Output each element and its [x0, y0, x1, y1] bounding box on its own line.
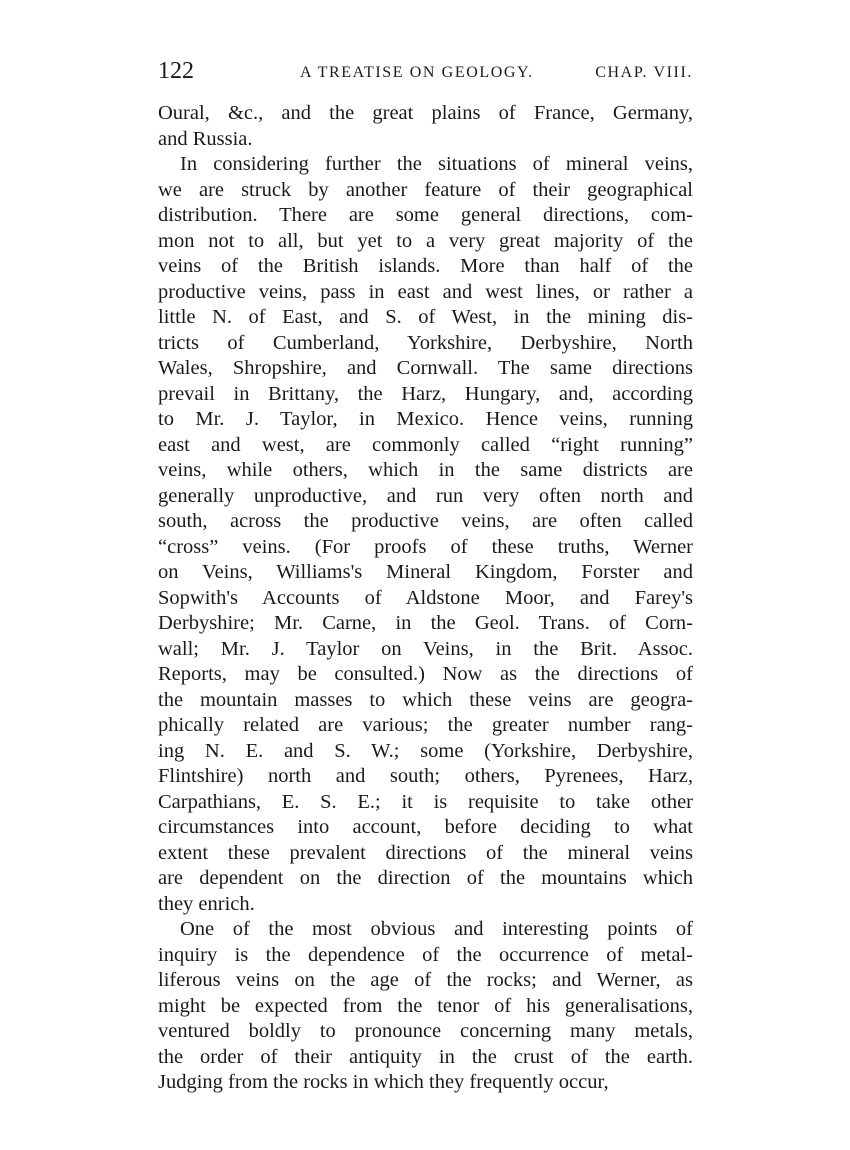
text-line: might be expected from the tenor of his generalisations, — [158, 994, 693, 1017]
text-line: inquiry is the dependence of the occurrence of metal- — [158, 943, 693, 966]
paragraph — [158, 152, 693, 917]
text-line: the mountain masses to which these veins are geogra- — [158, 688, 693, 711]
text-line: Oural, &c., and the great plains of France, Germany, — [158, 102, 693, 124]
paragraph — [158, 101, 693, 152]
text-line: on Veins, Williams's Mineral Kingdom, Forster and — [158, 561, 693, 583]
body-text — [158, 101, 693, 1096]
running-title: A TREATISE ON GEOLOGY. — [300, 64, 534, 81]
text-line: Derbyshire; Mr. Carne, in the Geol. Trans. of Corn- — [158, 612, 693, 634]
text-line: “cross” veins. (For proofs of these truths, Werner — [158, 535, 693, 558]
text-line: ventured boldly to pronounce concerning many metals, — [158, 1020, 693, 1042]
text-line: east and west, are commonly called “right running” — [158, 433, 693, 456]
text-line: Reports, may be consulted.) Now as the directions of — [158, 663, 693, 685]
text-line: are dependent on the direction of the mountains which — [158, 867, 693, 889]
text-line: Wales, Shropshire, and Cornwall. The same directions — [158, 357, 693, 379]
text-line: generally unproductive, and run very often north and — [158, 484, 693, 507]
text-line: phically related are various; the greater number rang- — [158, 714, 693, 736]
text-line: we are struck by another feature of their geographical — [158, 178, 693, 201]
text-line: Sopwith's Accounts of Aldstone Moor, and Farey's — [158, 586, 693, 609]
text-line: tricts of Cumberland, Yorkshire, Derbyshire, North — [158, 331, 693, 354]
page-number: 122 — [158, 58, 194, 84]
text-line: In considering further the situations of mineral veins, — [180, 153, 693, 175]
text-line: and Russia. — [158, 127, 253, 150]
text-line: circumstances into account, before deciding to what — [158, 816, 693, 838]
text-line: Flintshire) north and south; others, Pyrenees, Harz, — [158, 765, 693, 787]
chapter-label: CHAP. VIII. — [595, 64, 693, 81]
text-line: Judging from the rocks in which they frequently occur, — [158, 1071, 609, 1093]
text-line: productive veins, pass in east and west lines, or rather a — [158, 280, 693, 303]
text-line: to Mr. J. Taylor, in Mexico. Hence veins, running — [158, 408, 693, 430]
text-line: extent these prevalent directions of the mineral veins — [158, 841, 693, 864]
text-line: veins of the British islands. More than half of the — [158, 255, 693, 277]
paragraph — [158, 917, 693, 1096]
text-line: veins, while others, which in the same districts are — [158, 459, 693, 481]
text-line: distribution. There are some general directions, com- — [158, 204, 693, 226]
text-line: wall; Mr. J. Taylor on Veins, in the Brit. Assoc. — [158, 637, 693, 660]
text-line: the order of their antiquity in the crust of the earth. — [158, 1045, 693, 1068]
text-line: they enrich. — [158, 892, 255, 915]
text-line: liferous veins on the age of the rocks; and Werner, as — [158, 969, 693, 991]
text-line: prevail in Brittany, the Harz, Hungary, and, according — [158, 382, 693, 405]
text-line: south, across the productive veins, are often called — [158, 510, 693, 532]
text-line: mon not to all, but yet to a very great majority of the — [158, 229, 693, 252]
running-header — [158, 58, 693, 88]
text-line: ing N. E. and S. W.; some (Yorkshire, Derbyshire, — [158, 739, 693, 762]
text-line: Carpathians, E. S. E.; it is requisite to take other — [158, 790, 693, 813]
text-line: One of the most obvious and interesting points of — [180, 918, 693, 940]
text-line: little N. of East, and S. of West, in the mining dis- — [158, 306, 693, 328]
